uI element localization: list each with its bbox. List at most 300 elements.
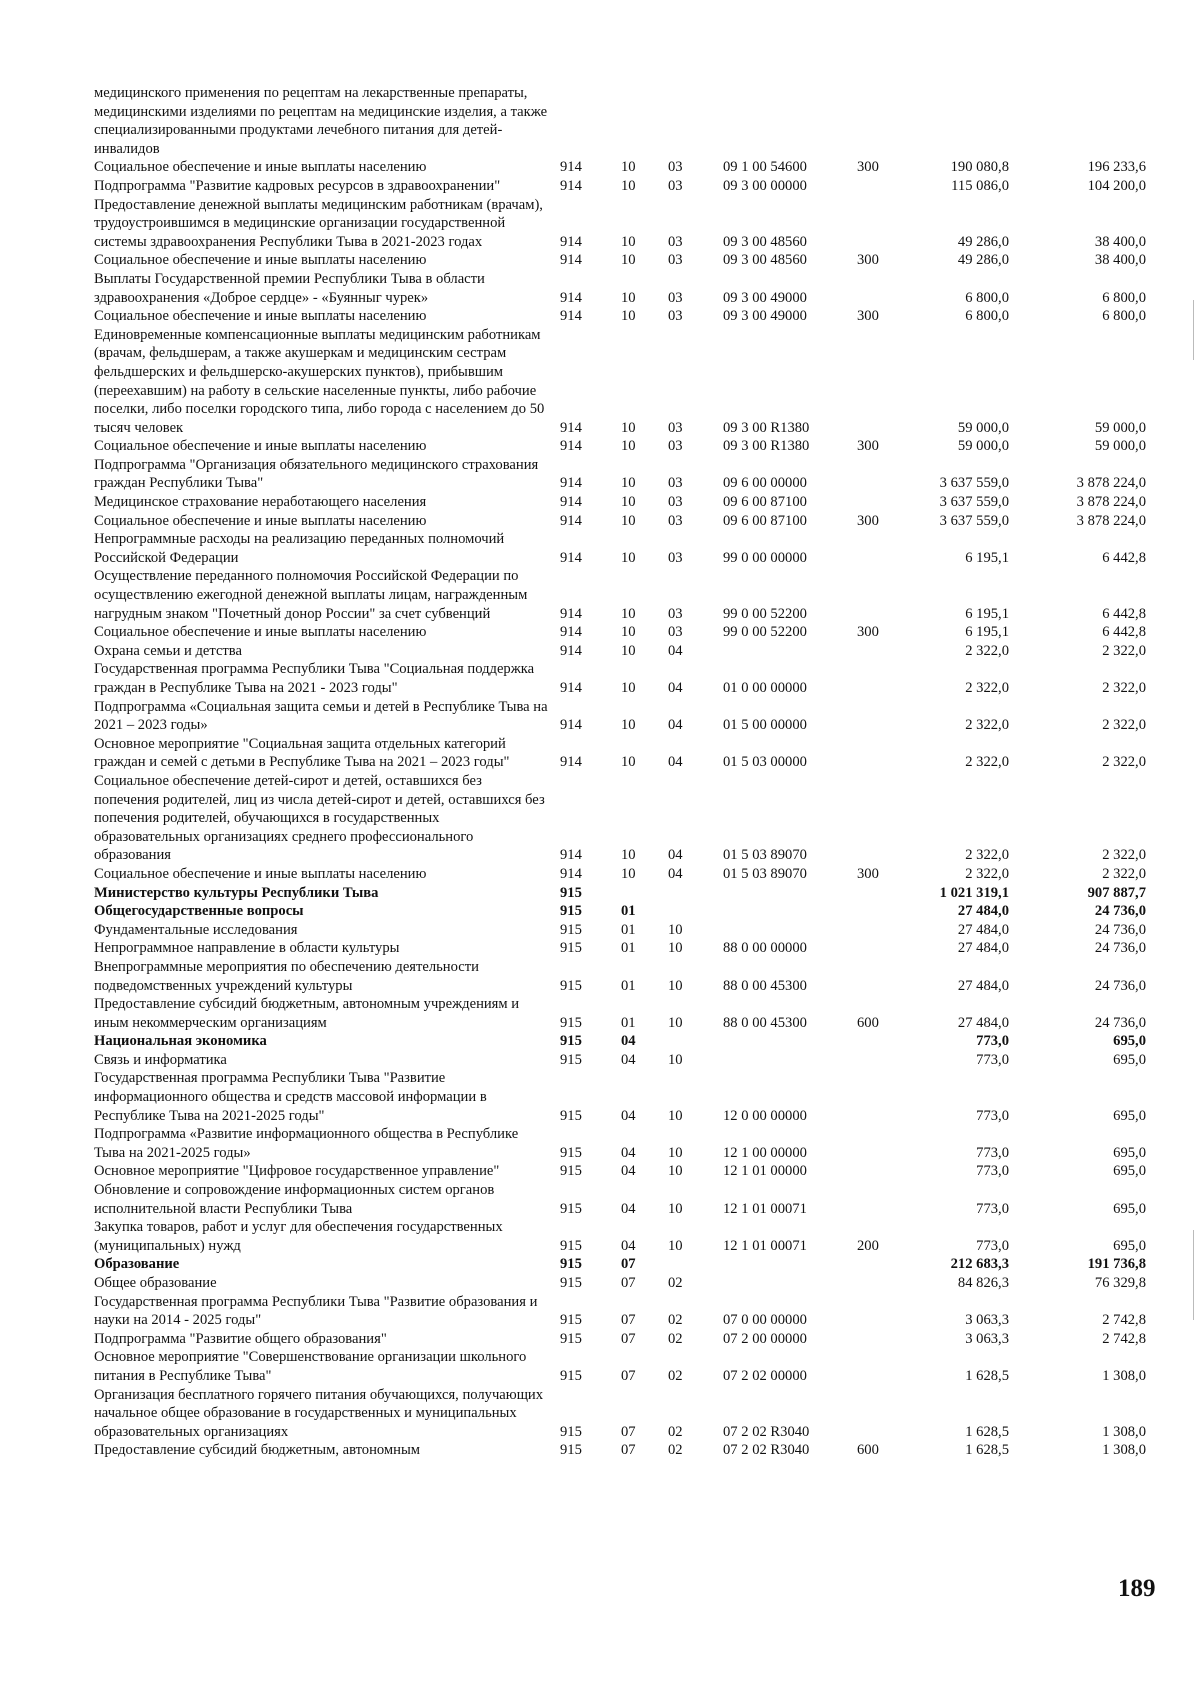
section-code: 01 [621, 940, 636, 957]
row-description: Непрограммное направление в области культуры [94, 940, 400, 957]
table-row [94, 493, 1156, 512]
amount-year-1: 27 484,0 [957, 940, 1009, 957]
section-code: 10 [621, 605, 636, 622]
amount-year-2: 38 400,0 [1094, 252, 1146, 269]
subsection-code: 10 [668, 1163, 683, 1180]
subsection-code: 03 [668, 289, 683, 306]
target-article-code: 07 2 00 00000 [723, 1330, 807, 1347]
amount-year-1: 2 322,0 [965, 754, 1009, 771]
table-row [94, 196, 1156, 252]
target-article-code: 99 0 00 52200 [723, 624, 807, 641]
row-description: Внепрограммные мероприятия по обеспечению деятельности подведомственных учреждений культуры [94, 958, 479, 994]
target-article-code: 09 3 00 49000 [723, 289, 807, 306]
amount-year-2: 24 736,0 [1094, 977, 1146, 994]
amount-year-2: 2 742,8 [1102, 1330, 1146, 1347]
row-description: Общегосударственные вопросы [94, 903, 304, 920]
amount-year-2: 104 200,0 [1087, 177, 1146, 194]
expense-type-code: 300 [857, 438, 879, 455]
table-row [94, 567, 1156, 623]
amount-year-1: 2 322,0 [965, 680, 1009, 696]
table-row [94, 698, 1156, 735]
amount-year-1: 6 800,0 [965, 308, 1009, 325]
amount-year-1: 773,0 [976, 1200, 1009, 1217]
table-row [94, 1274, 1156, 1293]
section-code: 01 [621, 921, 636, 938]
amount-year-2: 6 800,0 [1102, 289, 1146, 306]
amount-year-1: 3 063,3 [965, 1312, 1009, 1329]
target-article-code: 01 5 03 89070 [723, 847, 807, 864]
subsection-code: 03 [668, 308, 683, 325]
ministry-code: 914 [560, 624, 582, 641]
amount-year-1: 2 322,0 [965, 717, 1009, 734]
row-description: Подпрограмма "Развитие кадровых ресурсов в здравоохранении" [94, 177, 501, 194]
section-code: 10 [621, 177, 636, 194]
amount-year-2: 695,0 [1113, 1163, 1146, 1180]
amount-year-2: 1 308,0 [1102, 1442, 1146, 1459]
section-code: 10 [621, 754, 636, 771]
ministry-code: 914 [560, 865, 582, 882]
row-description: Предоставление субсидий бюджетным, автономным [94, 1442, 421, 1459]
amount-year-2: 1 308,0 [1102, 1367, 1146, 1384]
section-code: 04 [621, 1107, 636, 1124]
section-code: 04 [621, 1237, 636, 1254]
row-description: Подпрограмма «Социальная защита семьи и детей в Республике Тыва на 2021 – 2023 годы» [94, 698, 548, 734]
expense-type-code: 300 [857, 865, 879, 882]
target-article-code: 09 3 00 49000 [723, 308, 807, 325]
amount-year-1: 1 021 319,1 [939, 884, 1009, 901]
amount-year-1: 1 628,5 [965, 1442, 1009, 1459]
subsection-code: 03 [668, 159, 683, 176]
row-description: Образование [94, 1256, 180, 1273]
target-article-code: 01 0 00 00000 [723, 680, 807, 696]
ministry-code: 915 [560, 1237, 582, 1254]
amount-year-2: 695,0 [1113, 1200, 1146, 1217]
ministry-code: 915 [560, 1275, 582, 1291]
subsection-code: 10 [668, 1051, 683, 1068]
amount-year-2: 24 736,0 [1094, 1014, 1146, 1031]
row-description: Социальное обеспечение и иные выплаты населению [94, 624, 427, 641]
expense-type-code: 300 [857, 252, 879, 269]
row-description: Социальное обеспечение и иные выплаты населению [94, 438, 427, 455]
row-description: Связь и информатика [94, 1051, 227, 1068]
table-row [94, 1218, 1156, 1255]
subsection-code: 04 [668, 847, 683, 864]
row-description: Обновление и сопровождение информационных систем органов исполнительной власти Республики Тыва [94, 1182, 495, 1217]
row-description: Единовременные компенсационные выплаты медицинским работникам (врачам, фельдшерам, а также акушеркам и медицинским сестрам фельдшерских и фельдшерско-акушерских пунктов), прибывшим (переехавшим) на работу в сельские населенные пункты, либо рабочие поселки, либо поселки городского типа, либо города с населением до 50 тысяч человек [94, 326, 545, 436]
amount-year-1: 2 322,0 [965, 865, 1009, 882]
ministry-code: 915 [560, 1442, 582, 1459]
target-article-code: 99 0 00 52200 [723, 605, 807, 622]
target-article-code: 12 1 00 00000 [723, 1144, 807, 1161]
table-row [94, 1255, 1156, 1274]
amount-year-2: 3 878 224,0 [1076, 512, 1146, 529]
row-description: Государственная программа Республики Тыва "Развитие информационного общества и средств массовой информации в Республике Тыва на 2021-2025 годы" [94, 1070, 487, 1124]
subsection-code: 02 [668, 1442, 683, 1459]
ministry-code: 915 [560, 1014, 582, 1031]
row-description: Непрограммные расходы на реализацию переданных полномочий Российской Федерации [94, 531, 505, 566]
subsection-code: 02 [668, 1275, 683, 1291]
amount-year-1: 190 080,8 [950, 159, 1009, 176]
amount-year-2: 76 329,8 [1094, 1275, 1146, 1291]
section-code: 10 [621, 233, 636, 250]
ministry-code: 915 [560, 1256, 582, 1273]
ministry-code: 914 [560, 642, 582, 659]
subsection-code: 04 [668, 717, 683, 734]
amount-year-1: 3 063,3 [965, 1330, 1009, 1347]
section-code: 10 [621, 289, 636, 306]
amount-year-2: 24 736,0 [1094, 940, 1146, 957]
section-code: 10 [621, 549, 636, 566]
section-code: 10 [621, 717, 636, 734]
section-code: 10 [621, 252, 636, 269]
ministry-code: 914 [560, 475, 582, 492]
table-row [94, 1069, 1156, 1125]
subsection-code: 03 [668, 252, 683, 269]
ministry-code: 915 [560, 1200, 582, 1217]
section-code: 07 [621, 1367, 636, 1384]
subsection-code: 03 [668, 475, 683, 492]
table-row [94, 177, 1156, 196]
ministry-code: 914 [560, 177, 582, 194]
expense-type-code: 300 [857, 512, 879, 529]
amount-year-1: 6 195,1 [965, 624, 1009, 641]
row-description: Основное мероприятие "Цифровое государственное управление" [94, 1163, 500, 1180]
target-article-code: 88 0 00 45300 [723, 977, 807, 994]
ministry-code: 915 [560, 921, 582, 938]
subsection-code: 02 [668, 1312, 683, 1329]
row-description: Социальное обеспечение и иные выплаты населению [94, 308, 427, 325]
ministry-code: 914 [560, 308, 582, 325]
amount-year-1: 773,0 [976, 1144, 1009, 1161]
amount-year-1: 49 286,0 [957, 252, 1009, 269]
row-description: Основное мероприятие "Социальная защита отдельных категорий граждан и семей с детьми в Республике Тыва на 2021 – 2023 годы" [94, 735, 510, 771]
subsection-code: 02 [668, 1367, 683, 1384]
ministry-code: 915 [560, 1051, 582, 1068]
row-description: Социальное обеспечение и иные выплаты населению [94, 865, 427, 882]
row-description: Подпрограмма "Развитие общего образования" [94, 1330, 387, 1347]
subsection-code: 10 [668, 1237, 683, 1254]
amount-year-2: 24 736,0 [1094, 921, 1146, 938]
subsection-code: 04 [668, 680, 683, 696]
target-article-code: 09 3 00 R1380 [723, 419, 810, 436]
ministry-code: 914 [560, 717, 582, 734]
expense-type-code: 300 [857, 308, 879, 325]
row-description: Основное мероприятие "Совершенствование организации школьного питания в Республике Тыва" [94, 1349, 527, 1384]
row-description: медицинского применения по рецептам на лекарственные препараты, медицинскими изделиями по рецептам на медицинские изделия, а также специализированными продуктами лечебного питания для детей-инвалидов [94, 85, 548, 157]
subsection-code: 03 [668, 494, 683, 511]
table-row [94, 158, 1156, 177]
target-article-code: 07 2 02 R3040 [723, 1423, 810, 1440]
target-article-code: 09 6 00 87100 [723, 494, 807, 511]
scan-artifact [1193, 1230, 1194, 1320]
subsection-code: 03 [668, 605, 683, 622]
table-row [94, 1441, 1156, 1460]
table-row [94, 1293, 1156, 1330]
ministry-code: 914 [560, 252, 582, 269]
row-description: Социальное обеспечение и иные выплаты населению [94, 252, 427, 269]
table-row [94, 270, 1156, 307]
target-article-code: 88 0 00 45300 [723, 1014, 807, 1031]
table-row [94, 939, 1156, 958]
subsection-code: 10 [668, 977, 683, 994]
table-row [94, 884, 1156, 903]
target-article-code: 01 5 00 00000 [723, 717, 807, 734]
ministry-code: 915 [560, 903, 582, 920]
amount-year-1: 2 322,0 [965, 847, 1009, 864]
ministry-code: 914 [560, 159, 582, 176]
amount-year-1: 3 637 559,0 [939, 475, 1009, 492]
subsection-code: 10 [668, 1014, 683, 1031]
target-article-code: 88 0 00 00000 [723, 940, 807, 957]
row-description: Министерство культуры Республики Тыва [94, 884, 379, 901]
ministry-code: 914 [560, 233, 582, 250]
subsection-code: 10 [668, 940, 683, 957]
subsection-code: 03 [668, 549, 683, 566]
table-row [94, 84, 1156, 158]
target-article-code: 01 5 03 00000 [723, 754, 807, 771]
expense-type-code: 300 [857, 159, 879, 176]
section-code: 10 [621, 865, 636, 882]
subsection-code: 03 [668, 438, 683, 455]
amount-year-1: 59 000,0 [957, 419, 1009, 436]
amount-year-2: 695,0 [1113, 1237, 1146, 1254]
row-description: Организация бесплатного горячего питания обучающихся, получающих начальное общее образование в государственных и муниципальных образовательных организациях [94, 1386, 544, 1440]
subsection-code: 03 [668, 233, 683, 250]
row-description: Охрана семьи и детства [94, 642, 242, 659]
amount-year-1: 212 683,3 [950, 1256, 1009, 1273]
subsection-code: 04 [668, 865, 683, 882]
subsection-code: 04 [668, 642, 683, 659]
amount-year-1: 773,0 [976, 1033, 1009, 1050]
ministry-code: 914 [560, 605, 582, 622]
row-description: Предоставление субсидий бюджетным, автономным учреждениям и иным некоммерческим организациям [94, 996, 520, 1031]
section-code: 07 [621, 1256, 636, 1273]
table-row [94, 772, 1156, 865]
amount-year-1: 773,0 [976, 1237, 1009, 1254]
target-article-code: 09 3 00 48560 [723, 233, 807, 250]
amount-year-1: 27 484,0 [957, 1014, 1009, 1031]
amount-year-2: 2 322,0 [1102, 717, 1146, 734]
row-description: Государственная программа Республики Тыва "Социальная поддержка граждан в Республике Тыва на 2021 - 2023 годы" [94, 661, 535, 696]
amount-year-1: 1 628,5 [965, 1423, 1009, 1440]
section-code: 10 [621, 438, 636, 455]
amount-year-2: 3 878 224,0 [1076, 475, 1146, 492]
ministry-code: 914 [560, 549, 582, 566]
amount-year-1: 27 484,0 [957, 977, 1009, 994]
section-code: 10 [621, 642, 636, 659]
subsection-code: 10 [668, 921, 683, 938]
target-article-code: 12 0 00 00000 [723, 1107, 807, 1124]
amount-year-2: 6 442,8 [1102, 605, 1146, 622]
row-description: Социальное обеспечение детей-сирот и детей, оставшихся без попечения родителей, лиц из числа детей-сирот и детей, оставшихся без попечения родителей, обучающихся в государственных образовательных организациях среднего профессионального образования [94, 772, 545, 864]
ministry-code: 914 [560, 289, 582, 306]
ministry-code: 914 [560, 438, 582, 455]
table-row [94, 1051, 1156, 1070]
ministry-code: 915 [560, 977, 582, 994]
amount-year-2: 907 887,7 [1087, 884, 1146, 901]
target-article-code: 09 3 00 48560 [723, 252, 807, 269]
section-code: 07 [621, 1312, 636, 1329]
ministry-code: 915 [560, 1033, 582, 1050]
table-row [94, 251, 1156, 270]
target-article-code: 12 1 01 00071 [723, 1200, 807, 1217]
section-code: 10 [621, 624, 636, 641]
amount-year-1: 27 484,0 [957, 921, 1009, 938]
table-row [94, 623, 1156, 642]
section-code: 04 [621, 1163, 636, 1180]
expense-type-code: 600 [857, 1014, 879, 1031]
row-description: Закупка товаров, работ и услуг для обеспечения государственных (муниципальных) нужд [94, 1219, 503, 1254]
target-article-code: 07 2 02 R3040 [723, 1442, 810, 1459]
amount-year-2: 6 800,0 [1102, 308, 1146, 325]
table-row [94, 1330, 1156, 1349]
ministry-code: 914 [560, 847, 582, 864]
target-article-code: 09 3 00 00000 [723, 177, 807, 194]
table-row [94, 865, 1156, 884]
row-description: Социальное обеспечение и иные выплаты населению [94, 512, 427, 529]
amount-year-1: 59 000,0 [957, 438, 1009, 455]
section-code: 10 [621, 419, 636, 436]
table-row [94, 735, 1156, 772]
ministry-code: 915 [560, 1423, 582, 1440]
table-row [94, 642, 1156, 661]
amount-year-1: 773,0 [976, 1163, 1009, 1180]
amount-year-1: 1 628,5 [965, 1367, 1009, 1384]
table-row [94, 995, 1156, 1032]
target-article-code: 07 0 00 00000 [723, 1312, 807, 1329]
subsection-code: 03 [668, 177, 683, 194]
ministry-code: 915 [560, 1144, 582, 1161]
expense-type-code: 600 [857, 1442, 879, 1459]
ministry-code: 914 [560, 680, 582, 696]
section-code: 04 [621, 1051, 636, 1068]
subsection-code: 10 [668, 1107, 683, 1124]
table-row [94, 902, 1156, 921]
subsection-code: 03 [668, 624, 683, 641]
section-code: 07 [621, 1442, 636, 1459]
amount-year-1: 2 322,0 [965, 642, 1009, 659]
subsection-code: 03 [668, 512, 683, 529]
subsection-code: 03 [668, 419, 683, 436]
amount-year-2: 38 400,0 [1094, 233, 1146, 250]
subsection-code: 04 [668, 754, 683, 771]
expense-type-code: 300 [857, 624, 879, 641]
ministry-code: 915 [560, 1107, 582, 1124]
amount-year-2: 695,0 [1113, 1107, 1146, 1124]
row-description: Фундаментальные исследования [94, 921, 298, 938]
target-article-code: 09 6 00 87100 [723, 512, 807, 529]
section-code: 07 [621, 1275, 636, 1291]
amount-year-1: 3 637 559,0 [939, 494, 1009, 511]
amount-year-1: 27 484,0 [957, 903, 1009, 920]
row-description: Медицинское страхование неработающего населения [94, 494, 427, 511]
row-description: Осуществление переданного полномочия Российской Федерации по осуществлению ежегодной денежной выплаты лицам, награжденным нагрудным знаком "Почетный донор России" за счет субвенций [94, 568, 528, 622]
row-description: Социальное обеспечение и иные выплаты населению [94, 159, 427, 176]
section-code: 04 [621, 1200, 636, 1217]
row-description: Выплаты Государственной премии Республики Тыва в области здравоохранения «Доброе сердце» - «Буянныг чурек» [94, 270, 485, 306]
section-code: 04 [621, 1033, 636, 1050]
ministry-code: 915 [560, 1367, 582, 1384]
table-row [94, 1162, 1156, 1181]
budget-table [94, 84, 1156, 1460]
amount-year-1: 6 195,1 [965, 549, 1009, 566]
section-code: 01 [621, 1014, 636, 1031]
section-code: 10 [621, 159, 636, 176]
amount-year-2: 2 322,0 [1102, 754, 1146, 771]
subsection-code: 10 [668, 1144, 683, 1161]
subsection-code: 02 [668, 1330, 683, 1347]
amount-year-2: 2 742,8 [1102, 1312, 1146, 1329]
amount-year-2: 695,0 [1113, 1144, 1146, 1161]
table-row [94, 1348, 1156, 1385]
table-row [94, 660, 1156, 697]
target-article-code: 07 2 02 00000 [723, 1367, 807, 1384]
row-description: Национальная экономика [94, 1033, 267, 1050]
amount-year-2: 2 322,0 [1102, 847, 1146, 864]
ministry-code: 915 [560, 1163, 582, 1180]
amount-year-2: 695,0 [1113, 1051, 1146, 1068]
section-code: 10 [621, 512, 636, 529]
table-row [94, 1386, 1156, 1442]
table-row [94, 921, 1156, 940]
amount-year-1: 3 637 559,0 [939, 512, 1009, 529]
page-number: 189 [1118, 1575, 1156, 1602]
table-row [94, 437, 1156, 456]
ministry-code: 914 [560, 419, 582, 436]
amount-year-2: 2 322,0 [1102, 680, 1146, 696]
ministry-code: 915 [560, 1330, 582, 1347]
section-code: 10 [621, 475, 636, 492]
target-article-code: 01 5 03 89070 [723, 865, 807, 882]
section-code: 07 [621, 1423, 636, 1440]
target-article-code: 12 1 01 00071 [723, 1237, 807, 1254]
amount-year-2: 1 308,0 [1102, 1423, 1146, 1440]
amount-year-1: 773,0 [976, 1107, 1009, 1124]
amount-year-2: 24 736,0 [1094, 903, 1146, 920]
section-code: 10 [621, 308, 636, 325]
row-description: Подпрограмма «Развитие информационного общества в Республике Тыва на 2021-2025 годы» [94, 1126, 519, 1161]
ministry-code: 915 [560, 940, 582, 957]
amount-year-2: 196 233,6 [1087, 159, 1146, 176]
row-description: Предоставление денежной выплаты медицинским работникам (врачам), трудоустроившимся в медицинские организации государственной системы здравоохранения Республики Тыва в 2021-2023 годах [94, 196, 543, 250]
expense-type-code: 200 [857, 1237, 879, 1254]
section-code: 01 [621, 977, 636, 994]
amount-year-1: 49 286,0 [957, 233, 1009, 250]
section-code: 01 [621, 903, 636, 920]
amount-year-2: 59 000,0 [1094, 438, 1146, 455]
table-row [94, 326, 1156, 438]
amount-year-2: 59 000,0 [1094, 419, 1146, 436]
section-code: 04 [621, 1144, 636, 1161]
section-code: 07 [621, 1330, 636, 1347]
amount-year-1: 84 826,3 [957, 1275, 1009, 1291]
amount-year-2: 2 322,0 [1102, 865, 1146, 882]
subsection-code: 02 [668, 1423, 683, 1440]
subsection-code: 10 [668, 1200, 683, 1217]
ministry-code: 915 [560, 884, 582, 901]
target-article-code: 99 0 00 00000 [723, 549, 807, 566]
amount-year-1: 6 800,0 [965, 289, 1009, 306]
amount-year-1: 773,0 [976, 1051, 1009, 1068]
amount-year-2: 191 736,8 [1087, 1256, 1146, 1273]
table-row [94, 456, 1156, 493]
target-article-code: 09 1 00 54600 [723, 159, 807, 176]
amount-year-2: 2 322,0 [1102, 642, 1146, 659]
amount-year-2: 6 442,8 [1102, 624, 1146, 641]
target-article-code: 09 3 00 R1380 [723, 438, 810, 455]
table-row [94, 512, 1156, 531]
table-row [94, 1125, 1156, 1162]
